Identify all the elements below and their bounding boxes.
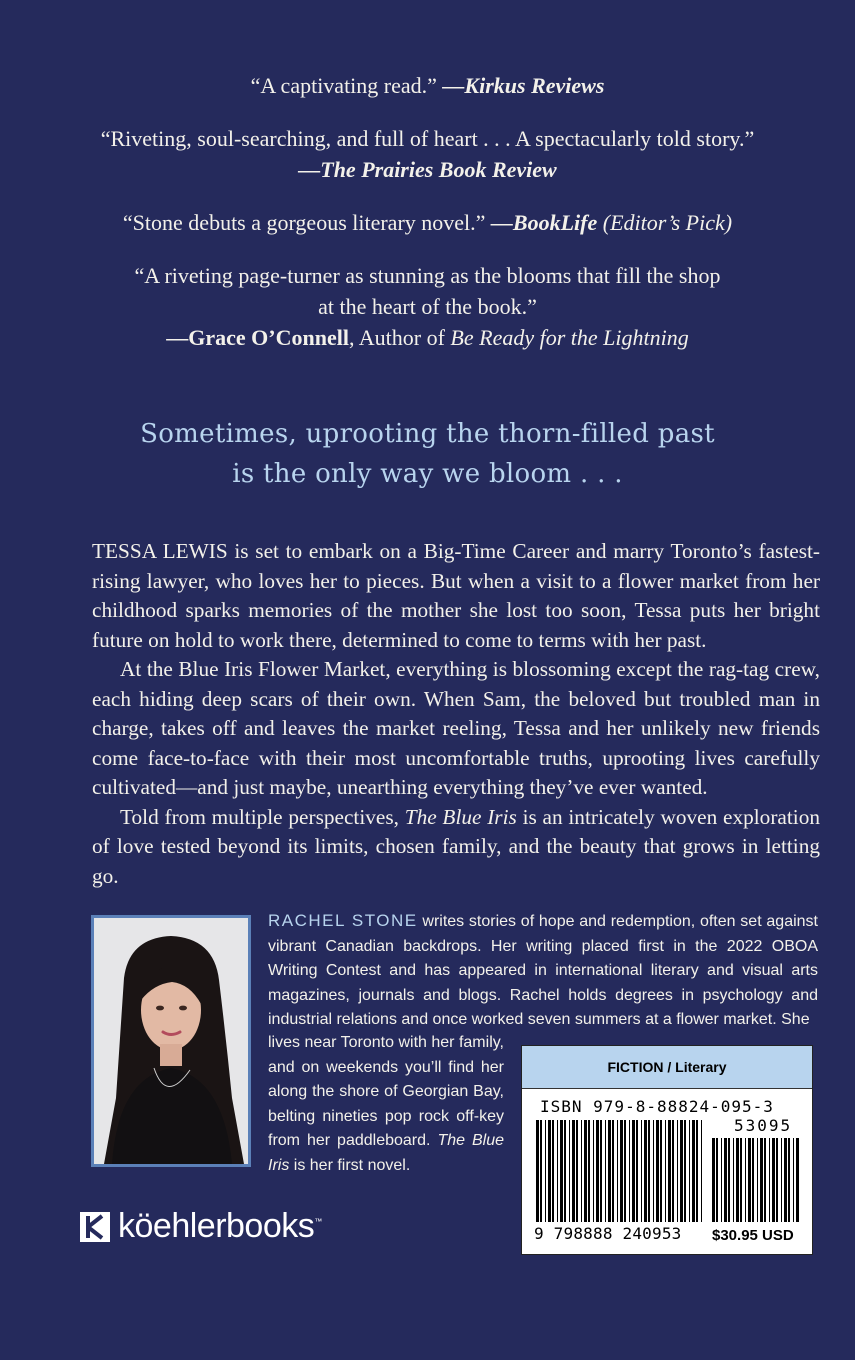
synopsis-paragraph-2: At the Blue Iris Flower Market, everything is blossoming except the rag-tag crew, each hiding deep scars of their own. When Sam, the beloved but troubled man in charge, takes off and leaves the market reeling, Tessa and her unlikely new friends come face-to-face with their most uncomfortable truths, uprooting lives carefully cultivated—and just maybe, unearthing everything they’ve ever wanted. [92, 657, 820, 799]
blurb-quote-line2: at the heart of the book.” [318, 294, 537, 319]
synopsis-p3-pre: Told from multiple perspectives, [120, 804, 405, 829]
tagline-line2: is the only way we bloom . . . [232, 459, 623, 489]
author-bio-closing: is her first novel. [289, 1156, 411, 1174]
synopsis [92, 537, 820, 891]
blurb-kirkus [60, 70, 795, 101]
blurb-oconnell [60, 260, 795, 353]
blurb-source-suffix: , Author of [348, 325, 451, 350]
barcode-digits: 9 798888 240953 [534, 1224, 682, 1243]
author-bio [268, 909, 818, 1033]
publisher-name: köehlerbooks [118, 1207, 315, 1245]
blurb-work: Be Ready for the Lightning [450, 325, 689, 350]
blurb-quote-line1: “A riveting page-turner as stunning as the blooms that fill the shop [134, 263, 721, 288]
tagline-line1: Sometimes, uprooting the thorn-filled past [140, 419, 715, 449]
publisher-trademark: ™ [314, 1217, 323, 1226]
blurb-prairies [60, 123, 795, 185]
blurb-source: —BookLife [490, 210, 598, 235]
barcode-box [521, 1045, 813, 1255]
publisher-logo [80, 1207, 322, 1246]
tagline [60, 414, 795, 494]
author-photo [91, 915, 251, 1167]
blurb-quote: “A captivating read.” [250, 73, 443, 98]
author-bio-text-narrow: lives near Toronto with her family, and on weekends you’ll find her along the shore of Georgian Bay, belting nineties pop rock off-key from her paddleboard. [268, 1034, 504, 1149]
author-bio-book-title: The Blue Iris [268, 1132, 504, 1174]
barcode-icon [522, 1046, 812, 1254]
blurb-booklife [60, 207, 795, 238]
blurb-quote: “Stone debuts a gorgeous literary novel.” [122, 210, 491, 235]
blurb-note: (Editor’s Pick) [597, 210, 733, 235]
synopsis-book-title: The Blue Iris [404, 804, 517, 829]
review-blurbs [60, 70, 795, 375]
price-addon-text: 53095 [734, 1116, 793, 1135]
blurb-source: —Kirkus Reviews [442, 73, 605, 98]
isbn-text: ISBN 979-8-88824-095-3 [540, 1097, 774, 1116]
author-bio-continued [268, 1031, 504, 1178]
author-bio-text: writes stories of hope and redemption, often set against vibrant Canadian backdrops. Her writing placed first in the 2022 OBOA Writing Contest and has appeared in international literary and visual arts magazines, journals and blogs. Rachel holds degrees in psychology and industrial relations and once worked seven summers at a flower market. She [268, 913, 818, 1028]
price: $30.95 USD [712, 1227, 794, 1244]
author-name: RACHEL STONE [268, 911, 418, 930]
synopsis-p3-post: is an intricately woven exploration of love tested beyond its limits, chosen family, and the beauty that grows in letting go. [92, 804, 820, 888]
blurb-quote: “Riveting, soul-searching, and full of heart . . . A spectacularly told story.” [100, 126, 755, 151]
koehler-k-icon [80, 1212, 110, 1242]
synopsis-paragraph-3 [92, 803, 820, 892]
blurb-source: —The Prairies Book Review [298, 157, 557, 182]
blurb-source: —Grace O’Connell [166, 325, 349, 350]
genre-label: FICTION / Literary [522, 1046, 812, 1089]
synopsis-paragraph-1: TESSA LEWIS is set to embark on a Big-Time Career and marry Toronto’s fastest-rising lawyer, who loves her to pieces. But when a visit to a flower market from her childhood sparks memories of the mother she lost too soon, Tessa puts her bright future on hold to work there, determined to come to terms with her past. [92, 539, 820, 652]
